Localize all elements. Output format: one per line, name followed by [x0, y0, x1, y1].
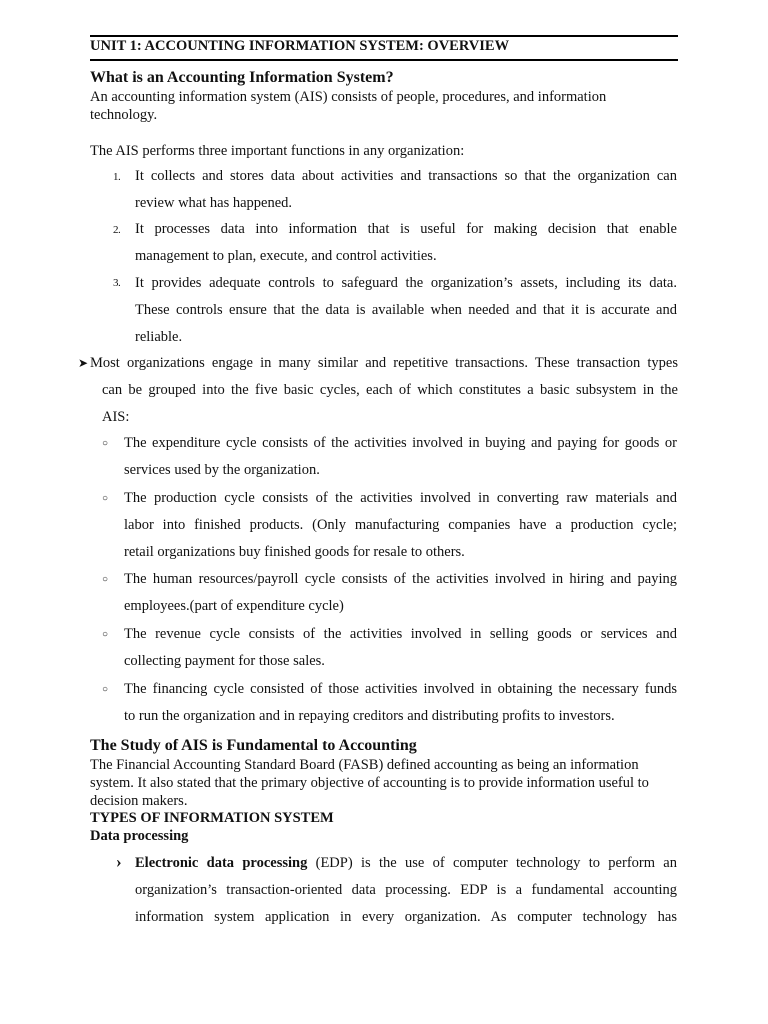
list-item-line: services used by the organization.	[124, 462, 320, 478]
list-item-line: retail organizations buy finished goods for resale to others.	[124, 544, 465, 560]
list-number: 3.	[113, 277, 121, 289]
section-heading-types-of-is: TYPES OF INFORMATION SYSTEM	[90, 810, 334, 826]
list-item-line: The human resources/payroll cycle consists of the activities involved in hiring and paying	[124, 571, 677, 587]
list-item-line: employees.(part of expenditure cycle)	[124, 598, 344, 614]
circle-bullet-icon: ○	[102, 684, 109, 695]
cycle-item-expenditure	[124, 430, 677, 484]
intro-paragraph	[90, 88, 678, 124]
edp-paragraph	[135, 850, 677, 931]
list-item-line: labor into finished products. (Only manufacturing companies have a production cycle;	[124, 517, 677, 533]
circle-bullet-icon: ○	[102, 574, 109, 585]
list-item-line: to run the organization and in repaying creditors and distributing profits to investors.	[124, 708, 615, 724]
functions-lead	[90, 142, 678, 160]
list-number: 1.	[113, 171, 121, 183]
paragraph-line: organization’s transaction-oriented data processing. EDP is a fundamental accounting	[135, 882, 677, 898]
circle-bullet-icon: ○	[102, 629, 109, 640]
subheading-data-processing: Data processing	[90, 828, 189, 844]
cycles-lead-rest	[102, 377, 678, 431]
list-item-line: It processes data into information that is useful for making decision that enable	[135, 221, 677, 237]
edp-first-line	[135, 850, 677, 877]
circle-bullet-icon: ○	[102, 438, 109, 449]
list-item-line: It provides adequate controls to safeguard the organization’s assets, including its data.	[135, 275, 677, 291]
unit-title: UNIT 1: ACCOUNTING INFORMATION SYSTEM: OVERVIEW	[90, 38, 510, 54]
cycle-item-hr-payroll	[124, 566, 677, 620]
cycle-item-revenue	[124, 621, 677, 675]
function-item-3	[135, 270, 677, 351]
list-item-line: The production cycle consists of the activities involved in converting raw materials and	[124, 490, 677, 506]
chevron-right-bold-icon: ›	[116, 852, 122, 871]
unit-header	[90, 35, 678, 61]
list-item-line: It collects and stores data about activities and transactions so that the organization can	[135, 168, 677, 184]
list-item-line: review what has happened.	[135, 195, 293, 211]
list-item-line: The revenue cycle consists of the activities involved in selling goods or services and	[124, 626, 677, 642]
list-item-line: The financing cycle consisted of those activities involved in obtaining the necessary funds	[124, 681, 677, 697]
function-item-2	[135, 216, 677, 270]
list-item-line: collecting payment for those sales.	[124, 653, 325, 669]
fasb-paragraph	[90, 756, 678, 810]
chevron-right-icon: ➤	[78, 356, 89, 370]
cycle-item-production	[124, 485, 677, 566]
paragraph-line: The Financial Accounting Standard Board (FASB) defined accounting as being an information	[90, 757, 639, 773]
cycles-lead-line: Most organizations engage in many similar and repetitive transactions. These transaction types	[90, 355, 678, 371]
paragraph-line: information system application in every organization. As computer technology has	[135, 909, 677, 925]
function-item-1	[135, 163, 677, 217]
list-item-line: These controls ensure that the data is available when needed and that it is accurate and	[135, 302, 677, 318]
paragraph-line: system. It also stated that the primary objective of accounting is to provide information useful to	[90, 775, 649, 791]
edp-first-line-rest: (EDP) is the use of computer technology to perform an	[307, 855, 677, 871]
cycles-lead-line: can be grouped into the five basic cycles, each of which constitutes a basic subsystem in the	[102, 382, 678, 398]
list-item-line: reliable.	[135, 329, 183, 345]
circle-bullet-icon: ○	[102, 493, 109, 504]
cycles-lead-first	[90, 350, 678, 377]
paragraph-line: decision makers.	[90, 793, 188, 809]
functions-lead-text: The AIS performs three important functions in any organization:	[90, 143, 465, 159]
list-number: 2.	[113, 224, 121, 236]
intro-line: technology.	[90, 107, 158, 123]
section-heading-study-of-ais: The Study of AIS is Fundamental to Accounting	[90, 737, 417, 754]
intro-line: An accounting information system (AIS) consists of people, procedures, and information	[90, 89, 607, 105]
edp-term: Electronic data processing	[135, 855, 308, 871]
cycles-lead-line: AIS:	[102, 409, 130, 425]
section-heading-what-is-ais: What is an Accounting Information System?	[90, 69, 394, 86]
cycle-item-financing	[124, 676, 677, 730]
list-item-line: management to plan, execute, and control activities.	[135, 248, 437, 264]
list-item-line: The expenditure cycle consists of the activities involved in buying and paying for goods or	[124, 435, 677, 451]
